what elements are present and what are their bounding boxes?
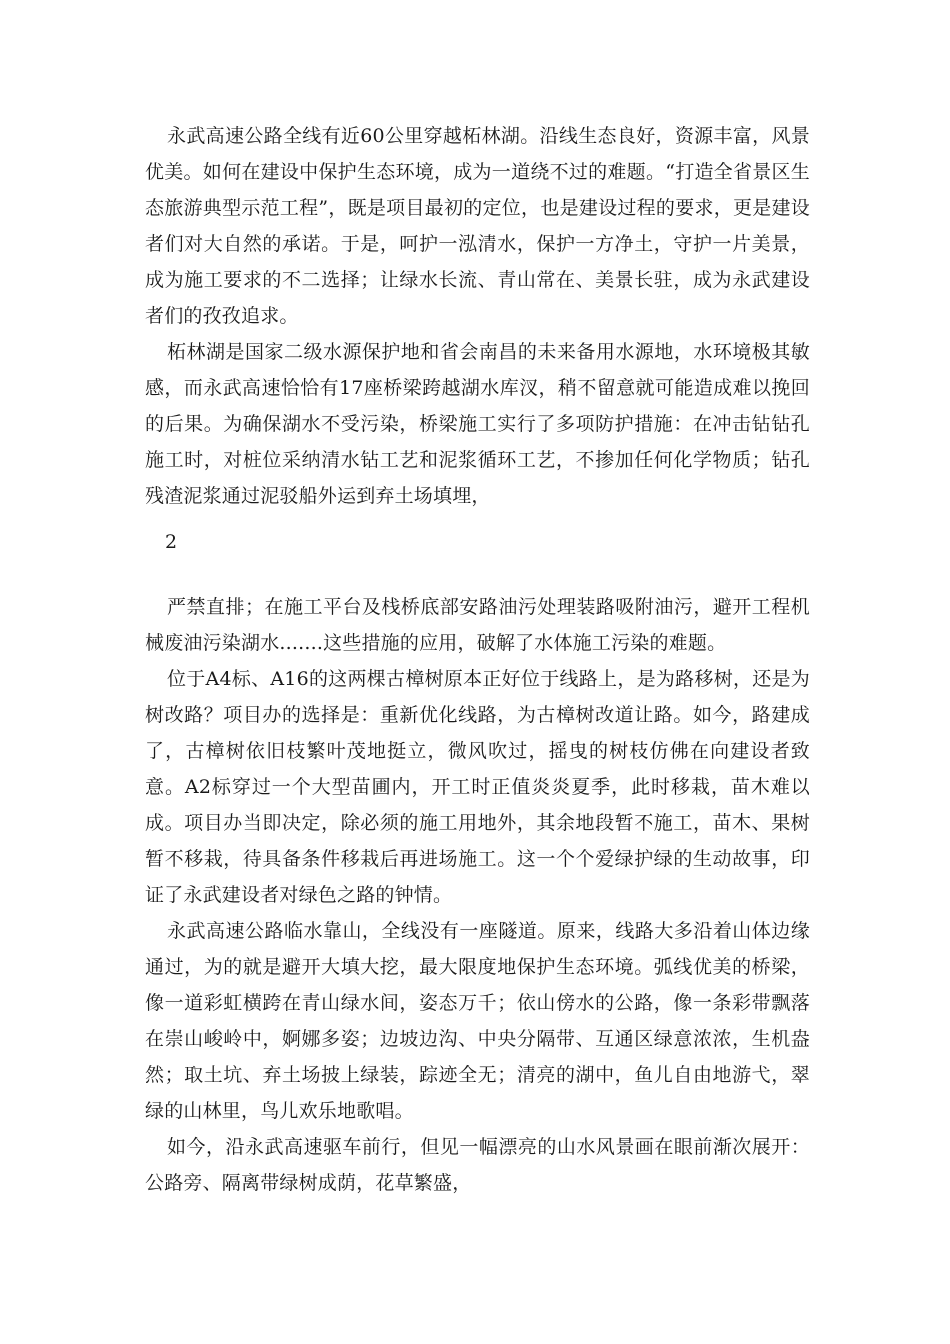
text-block-bottom	[145, 589, 810, 1201]
paragraph-zhelin-lake-bridges: 柘林湖是国家二级水源保护地和省会南昌的未来备用水源地，水环境极其敏感，而永武高速恰恰有17座桥梁跨越湖水库汊，稍不留意就可能造成难以挽回的后果。为确保湖水不受污染，桥梁施工实行了多项防护措施：在冲击钻钻孔施工时，对桩位采纳清水钻工艺和泥浆循环工艺，不掺加任何化学物质；钻孔残渣泥浆通过泥驳船外运到弃土场填埋，	[145, 341, 810, 507]
text-block-top	[145, 118, 810, 514]
paragraph-no-tunnels: 永武高速公路临水靠山，全线没有一座隧道。原来，线路大多沿着山体边缘通过，为的就是避开大填大挖，最大限度地保护生态环境。弧线优美的桥梁，像一道彩虹横跨在青山绿水间，姿态万千；依山傍水的公路，像一条彩带飘落在崇山峻岭中，婀娜多姿；边坡边沟、中央分隔带、互通区绿意浓浓，生机盎然；取土坑、弃土场披上绿装，踪迹全无；清亮的湖中，鱼儿自由地游弋，翠绿的山林里，鸟儿欢乐地歌唱。	[145, 920, 810, 1122]
paragraph-oil-pollution-measures: 严禁直排；在施工平台及栈桥底部安路油污处理装路吸附油污，避开工程机械废油污染湖水.......这些措施的应用，破解了水体施工污染的难题。	[145, 596, 810, 654]
paragraph-camphor-trees: 位于A4标、A16的这两棵古樟树原本正好位于线路上，是为路移树，还是为树改路？项目办的选择是：重新优化线路，为古樟树改道让路。如今，路建成了，古樟树依旧枝繁叶茂地挺立，微风吹过，摇曳的树枝仿佛在向建设者致意。A2标穿过一个大型苗圃内，开工时正值炎炎夏季，此时移栽，苗木难以成。项目办当即决定，除必须的施工用地外，其余地段暂不施工，苗木、果树暂不移栽，待具备条件移栽后再进场施工。这一个个爱绿护绿的生动故事，印证了永武建设者对绿色之路的钟情。	[145, 668, 810, 906]
paragraph-eco-protection-intro: 永武高速公路全线有近60公里穿越柘林湖。沿线生态良好，资源丰富，风景优美。如何在建设中保护生态环境，成为一道绕不过的难题。“打造全省景区生态旅游典型示范工程”，既是项目最初的定位，也是建设过程的要求，更是建设者们对大自然的承诺。于是，呵护一泓清水，保护一方净土，守护一片美景，成为施工要求的不二选择；让绿水长流、青山常在、美景长驻，成为永武建设者们的孜孜追求。	[145, 125, 810, 327]
page-number: 2	[165, 531, 178, 553]
paragraph-scenic-drive: 如今，沿永武高速驱车前行，但见一幅漂亮的山水风景画在眼前渐次展开：公路旁、隔离带绿树成荫，花草繁盛，	[145, 1136, 810, 1194]
